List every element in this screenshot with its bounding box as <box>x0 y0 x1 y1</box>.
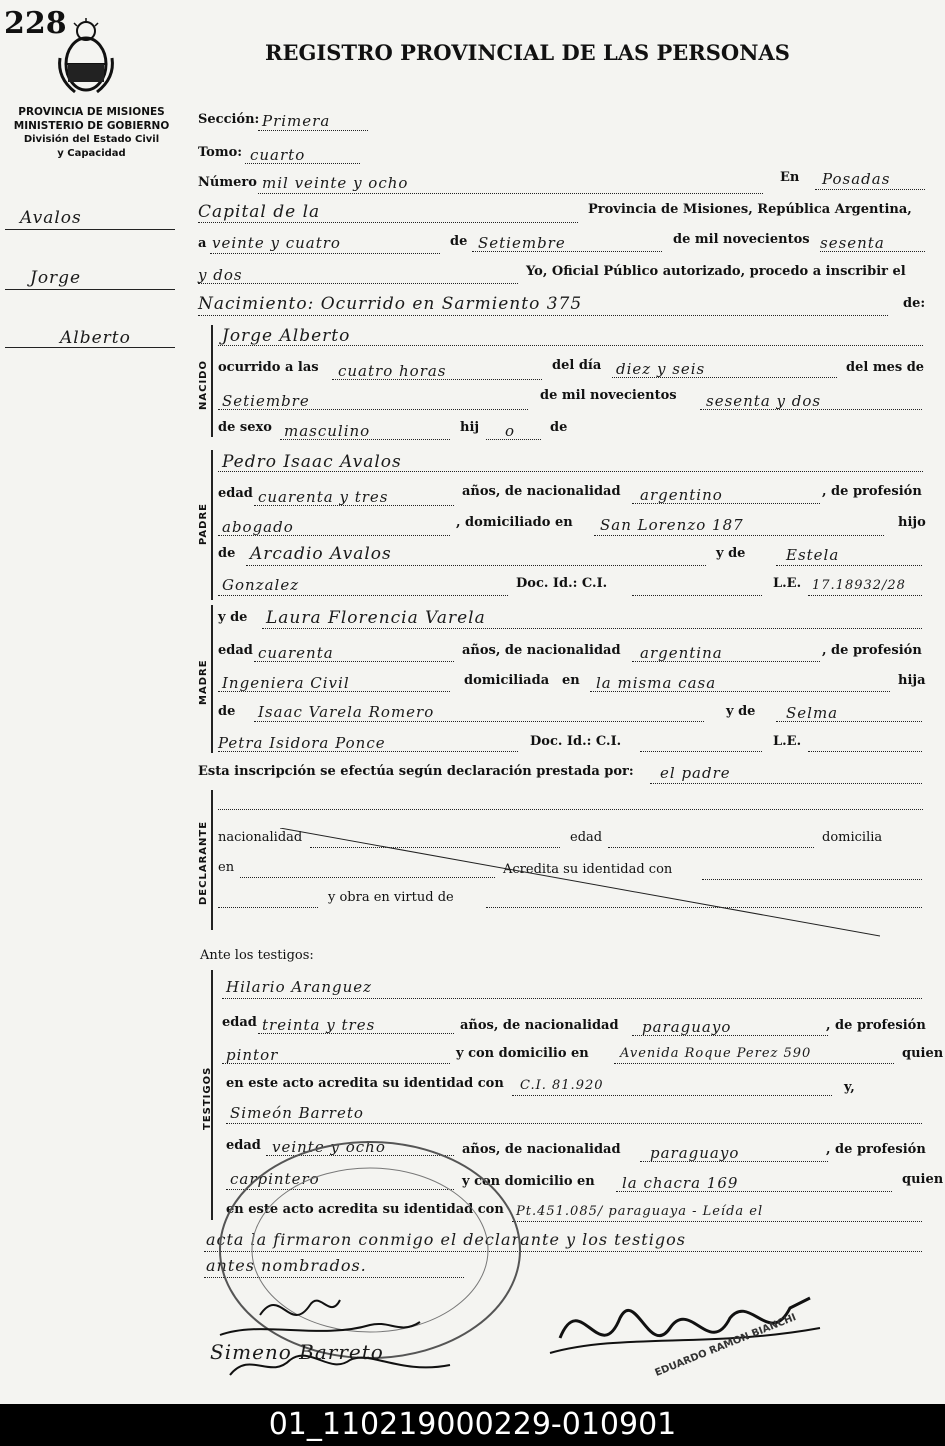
t1-edad: treinta y tres <box>262 1016 376 1034</box>
padre-le-line <box>808 594 922 596</box>
dia-nac-value: diez y seis <box>616 360 706 378</box>
t1-nac: paraguayo <box>642 1018 732 1036</box>
ocurrido-label: ocurrido a las <box>218 360 319 375</box>
acto-value: Nacimiento: Ocurrido en Sarmiento 375 <box>198 294 583 314</box>
padre-padre-line <box>246 564 706 566</box>
hij-line <box>486 438 541 440</box>
sexo-value: masculino <box>284 422 371 440</box>
hijo-label: hijo <box>898 515 926 530</box>
madre-nac-label: años, de nacionalidad <box>462 643 621 658</box>
cierre-1: acta la firmaron conmigo el declarante y los testigos <box>206 1230 686 1249</box>
t1-id: C.I. 81.920 <box>520 1078 604 1093</box>
padre-doc-line <box>632 594 762 596</box>
madre-dom-label: domiciliada <box>464 673 550 688</box>
mes-value: Setiembre <box>478 234 566 252</box>
madre-doc-line <box>640 750 762 752</box>
hij-value: o <box>505 422 516 440</box>
t2-id: Pt.451.085/ paraguaya - Leída el <box>516 1204 764 1219</box>
yo-label: Yo, Oficial Público autorizado, procedo a inscribir el <box>526 264 906 279</box>
witness-signature-name: Simeno Barreto <box>210 1340 384 1364</box>
declarante-line-1 <box>218 808 923 810</box>
madre-prof-line <box>218 690 450 692</box>
en-value: Posadas <box>822 170 891 188</box>
declarante-value: el padre <box>660 764 731 782</box>
dec-acredita-label: Acredita su identidad con <box>503 862 673 877</box>
margin-line-2 <box>5 288 175 290</box>
madre-yde-label: y de <box>218 610 248 625</box>
dia-value: veinte y cuatro <box>212 234 341 252</box>
mes-line <box>472 250 662 252</box>
padre-prof-line <box>218 534 450 536</box>
t2-prof-label: , de profesión <box>826 1142 926 1157</box>
margin-middle-name: Alberto <box>60 328 131 348</box>
anio1-value: sesenta <box>820 234 885 252</box>
dec-nac-label: nacionalidad <box>218 830 303 845</box>
inscripcion-line <box>650 782 922 784</box>
madre-dom: la misma casa <box>596 674 717 692</box>
t1-dom-line <box>614 1062 894 1064</box>
t1-id-line <box>512 1094 832 1096</box>
t2-prof: carpintero <box>230 1170 320 1188</box>
t2-dom-label: y con domicilio en <box>462 1174 595 1189</box>
microfilm-footer: 01_110219000229-010901 <box>0 1404 945 1446</box>
capital-value: Capital de la <box>198 202 321 222</box>
a-label: a <box>198 236 207 251</box>
madre-tag: MADRE <box>198 659 209 705</box>
nacido-nombre-line <box>218 344 923 346</box>
t2-nac-line <box>640 1160 828 1162</box>
padre-madre-line <box>776 564 922 566</box>
sexo-label: de sexo <box>218 420 272 435</box>
t1-nac-label: años, de nacionalidad <box>460 1018 619 1033</box>
madre-edad-label: edad <box>218 643 253 658</box>
t1-nombre: Hilario Aranguez <box>226 978 373 996</box>
dia-line <box>210 252 440 254</box>
t1-nac-line <box>632 1034 828 1036</box>
madre-edad-line <box>254 660 454 662</box>
madre-padre-line <box>254 720 704 722</box>
madre-le-label: L.E. <box>773 734 802 749</box>
coat-of-arms-icon <box>55 18 117 98</box>
madre-ydemadre-label: y de <box>726 704 756 719</box>
padre-prof-label: , de profesión <box>822 484 922 499</box>
official-name-stamp: EDUARDO RAMON BIANCHI <box>653 1312 798 1379</box>
t1-prof-label: , de profesión <box>826 1018 926 1033</box>
madre-dom-line <box>590 690 890 692</box>
padre-nac-line <box>632 502 820 504</box>
declarante-cancel-stroke <box>280 828 883 938</box>
t2-nac-label: años, de nacionalidad <box>462 1142 621 1157</box>
padre-madre2-line <box>218 594 508 596</box>
dec-en-label: en <box>218 860 235 875</box>
t1-dom: Avenida Roque Perez 590 <box>620 1046 812 1061</box>
tomo-value: cuarto <box>250 146 306 164</box>
t2-dom-line <box>616 1190 892 1192</box>
authority-line-4: y Capacidad <box>57 148 126 159</box>
madre-nombre-line <box>262 627 922 629</box>
testigos-tag: TESTIGOS <box>202 1066 213 1130</box>
seccion-line <box>258 129 368 131</box>
anio-nac-line <box>700 408 922 410</box>
anio2-line <box>198 282 518 284</box>
seccion-value: Primera <box>262 112 331 130</box>
t1-dom-label: y con domicilio en <box>456 1046 589 1061</box>
padre-dom-label: , domiciliado en <box>456 515 573 530</box>
hija-label: hija <box>898 673 926 688</box>
t1-nombre-line <box>222 997 922 999</box>
nacido-bracket <box>211 325 213 437</box>
authority-block <box>4 105 179 161</box>
declarante-tag: DECLARANTE <box>198 820 209 905</box>
ante-label: Ante los testigos: <box>200 948 314 963</box>
tomo-label: Tomo: <box>198 145 243 160</box>
padre-edad-label: edad <box>218 486 253 501</box>
hora-value: cuatro horas <box>338 362 447 380</box>
capital-line <box>198 221 578 223</box>
padre-nombre-line <box>218 470 923 472</box>
en-line <box>815 188 925 190</box>
madre-nombre: Laura Florencia Varela <box>266 608 486 628</box>
padre-edad: cuarenta y tres <box>258 488 389 506</box>
padre-dom: San Lorenzo 187 <box>600 516 744 534</box>
padre-nombre: Pedro Isaac Avalos <box>222 452 402 472</box>
hij-label: hij <box>460 420 480 435</box>
seccion-label: Sección: <box>198 112 260 127</box>
margin-line-3 <box>5 346 175 348</box>
madre-madre2-line <box>218 750 518 752</box>
en-label: En <box>780 170 800 185</box>
padre-le: 17.18932/28 <box>812 578 906 593</box>
margin-line-1 <box>5 228 175 230</box>
anio1-line <box>820 250 925 252</box>
padre-de-label: de <box>218 546 236 561</box>
authority-line-2: MINISTERIO DE GOBIERNO <box>13 120 170 132</box>
sexo-line <box>280 438 450 440</box>
margin-surname: Avalos <box>20 208 82 228</box>
padre-padre: Arcadio Avalos <box>250 544 392 564</box>
de-mil-nov-label: de mil novecientos <box>540 388 677 403</box>
numero-line <box>258 192 763 194</box>
t1-quien-label: quien <box>902 1046 944 1061</box>
madre-nac: argentina <box>640 644 723 662</box>
t1-edad-label: edad <box>222 1015 257 1030</box>
madre-nac-line <box>632 660 820 662</box>
tomo-line <box>245 162 360 164</box>
t1-prof-line <box>222 1062 450 1064</box>
madre-madre-line <box>776 720 922 722</box>
de2-label: de <box>550 420 568 435</box>
t2-acto-label: en este acto acredita su identidad con <box>226 1202 504 1217</box>
madre-en-label: en <box>562 673 580 688</box>
nacido-tag: NACIDO <box>198 360 209 410</box>
t2-nombre-line <box>226 1122 922 1124</box>
padre-edad-line <box>254 504 454 506</box>
madre-bracket <box>211 605 213 753</box>
mes-nac-value: Setiembre <box>222 392 310 410</box>
de-label: de <box>450 234 468 249</box>
madre-prof-label: , de profesión <box>822 643 922 658</box>
mes-nac-line <box>218 408 528 410</box>
t2-dom: la chacra 169 <box>622 1174 739 1192</box>
padre-dom-line <box>594 534 884 536</box>
de-colon-label: de: <box>903 296 926 311</box>
nacido-nombre: Jorge Alberto <box>222 326 351 346</box>
madre-padre: Isaac Varela Romero <box>258 703 435 721</box>
madre-madre: Selma <box>786 704 839 722</box>
t2-id-line <box>512 1220 922 1222</box>
padre-madre: Estela <box>786 546 840 564</box>
padre-bracket <box>211 450 213 600</box>
inscripcion-label: Esta inscripción se efectúa según declaración prestada por: <box>198 764 634 779</box>
authority-line-3: División del Estado Civil <box>23 134 160 145</box>
t1-y-label: y, <box>844 1080 855 1095</box>
madre-de-label: de <box>218 704 236 719</box>
madre-madre2: Petra Isidora Ponce <box>218 734 386 752</box>
acto-line <box>198 314 888 316</box>
t1-edad-line <box>258 1032 454 1034</box>
cierre-2: antes nombrados. <box>206 1256 367 1275</box>
padre-le-label: L.E. <box>773 576 802 591</box>
dec-obra-label: y obra en virtud de <box>328 890 454 905</box>
madre-edad: cuarenta <box>258 644 334 662</box>
madre-doc-label: Doc. Id.: C.I. <box>530 734 622 749</box>
margin-first-name: Jorge <box>30 268 82 288</box>
provincia-label: Provincia de Misiones, República Argentina, <box>588 202 912 217</box>
madre-le-line <box>808 750 922 752</box>
t2-nombre: Simeón Barreto <box>230 1104 364 1122</box>
hora-line <box>332 378 542 380</box>
numero-label: Número <box>198 175 257 190</box>
page-number: 228 <box>4 6 67 41</box>
anio-nac-value: sesenta y dos <box>706 392 822 410</box>
padre-nac-label: años, de nacionalidad <box>462 484 621 499</box>
padre-madre2: Gonzalez <box>222 576 300 594</box>
t1-acto-label: en este acto acredita su identidad con <box>226 1076 504 1091</box>
t2-quien-label: quien <box>902 1172 944 1187</box>
madre-prof: Ingeniera Civil <box>222 674 350 692</box>
padre-prof: abogado <box>222 518 294 536</box>
de-mil-label: de mil novecientos <box>673 232 810 247</box>
numero-value: mil veinte y ocho <box>262 174 409 192</box>
del-dia-label: del día <box>552 358 602 373</box>
del-mes-label: del mes de <box>846 360 925 375</box>
signature-left <box>200 1280 480 1390</box>
t2-nac: paraguayo <box>650 1144 740 1162</box>
declarante-bracket <box>211 790 213 930</box>
padre-tag: PADRE <box>198 503 209 545</box>
anio2-value: y dos <box>198 266 243 284</box>
padre-nac: argentino <box>640 486 723 504</box>
padre-yde-label: y de <box>716 546 746 561</box>
t2-edad: veinte y ocho <box>272 1138 386 1156</box>
t2-edad-label: edad <box>226 1138 261 1153</box>
dec-dom-label: domicilia <box>822 830 883 845</box>
dia-nac-line <box>612 376 837 378</box>
t1-prof: pintor <box>226 1046 279 1064</box>
dec-edad-label: edad <box>570 830 603 845</box>
authority-line-1: PROVINCIA DE MISIONES <box>18 106 165 118</box>
padre-doc-label: Doc. Id.: C.I. <box>516 576 608 591</box>
document-title: REGISTRO PROVINCIAL DE LAS PERSONAS <box>265 40 790 65</box>
